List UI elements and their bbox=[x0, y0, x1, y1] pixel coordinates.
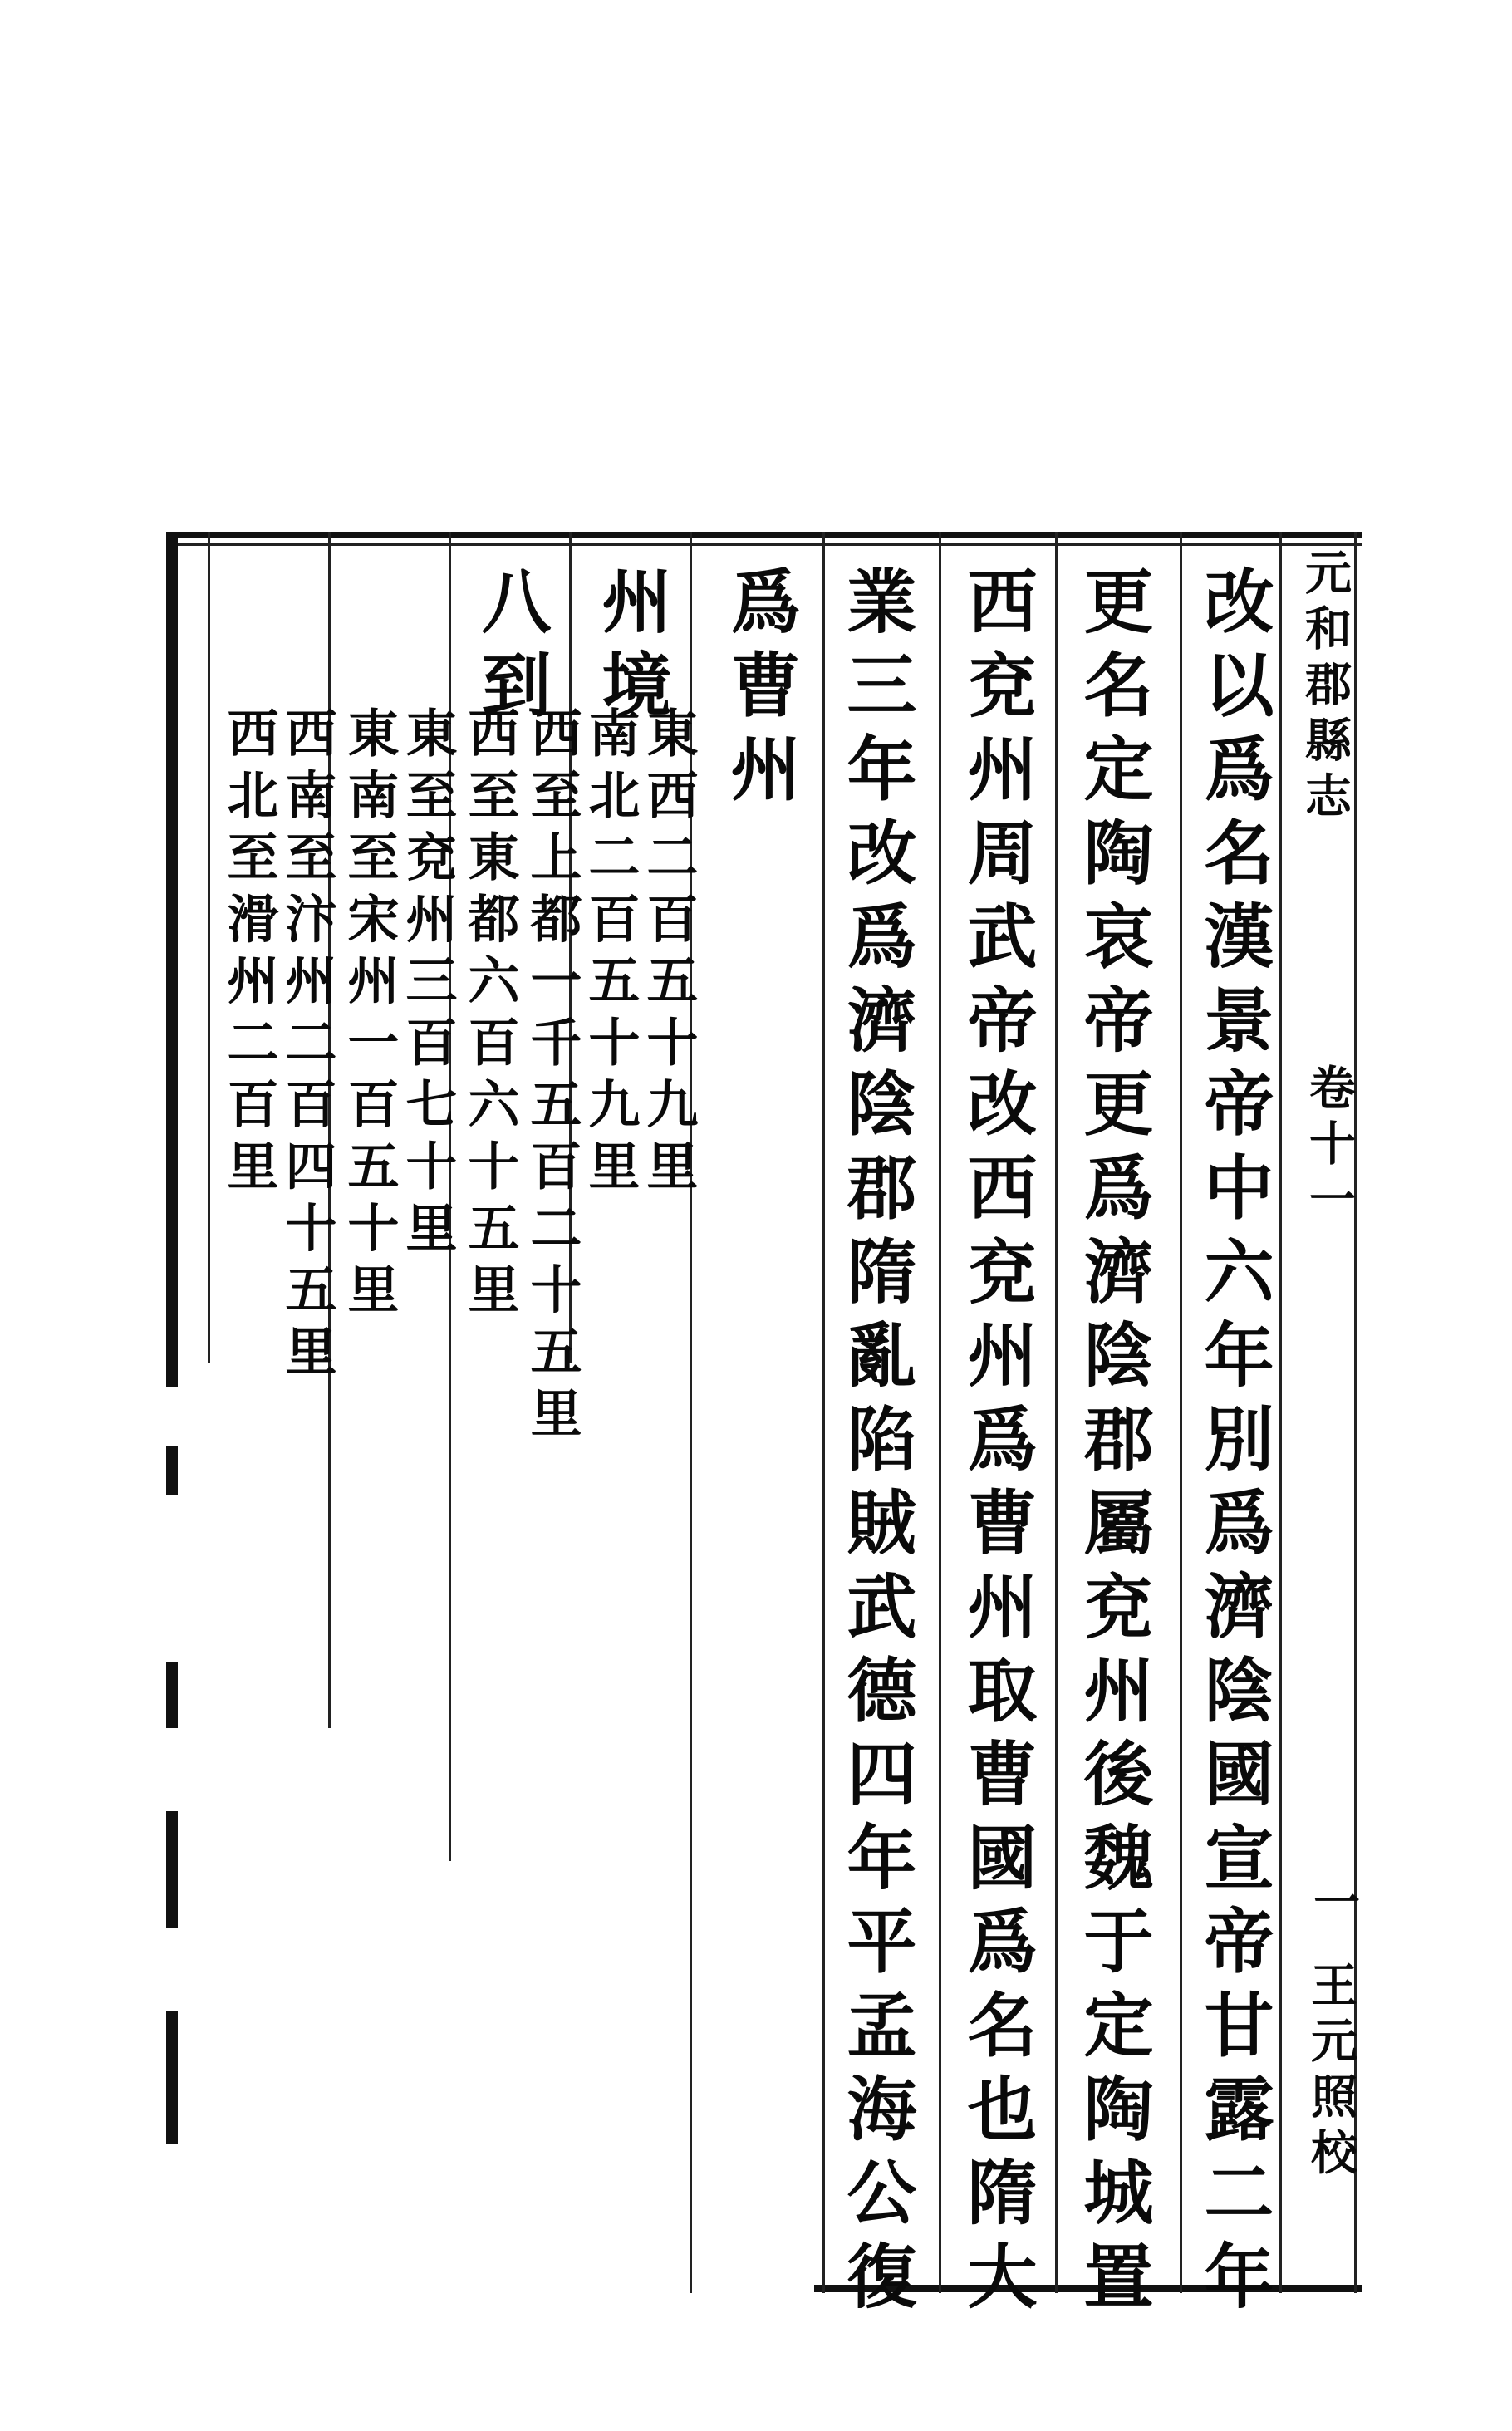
annotation-line: 西北至滑州二百里 bbox=[218, 706, 279, 1201]
left-edge-fragment bbox=[166, 1811, 178, 1928]
book-title: 元和郡縣志 bbox=[1298, 548, 1352, 828]
column-rule bbox=[822, 532, 825, 2293]
left-edge-rule bbox=[166, 532, 178, 1387]
text-column-3: 西兗州周武帝改西兗州爲曹州取曹國爲名也隋大 bbox=[956, 565, 1038, 2324]
text-column-2: 更名定陶哀帝更爲濟陰郡屬兗州後魏于定陶城置 bbox=[1073, 565, 1155, 2324]
annotation-line: 西至東都六百六十五里 bbox=[459, 706, 520, 1324]
column-rule bbox=[939, 532, 941, 2293]
column-rule bbox=[1180, 532, 1182, 2293]
left-edge-fragment bbox=[166, 2011, 178, 2144]
section-heading-zhoujing: 州境 bbox=[591, 565, 673, 733]
left-edge-fragment bbox=[166, 1446, 178, 1495]
folio-number: 一 bbox=[1306, 1878, 1361, 1934]
left-edge-fragment bbox=[166, 1662, 178, 1728]
text-column-5: 爲曹州 bbox=[719, 565, 802, 817]
text-column-1: 改以爲名漢景帝中六年別爲濟陰國宣帝甘露二年 bbox=[1193, 565, 1275, 2324]
text-column-4: 業三年改爲濟陰郡隋亂陷賊武德四年平孟海公復 bbox=[836, 565, 918, 2324]
proofreader-credit: 王元照校 bbox=[1303, 1961, 1358, 2184]
annotation-line: 西至上都一千五百二十五里 bbox=[522, 706, 582, 1448]
volume-label: 卷十一 bbox=[1302, 1063, 1357, 1231]
column-rule bbox=[1055, 532, 1058, 2293]
section-heading-badao: 八到 bbox=[470, 565, 552, 733]
annotation-line: 西南至汴州二百四十五里 bbox=[277, 706, 337, 1387]
column-rule bbox=[208, 532, 210, 1363]
top-border-rule bbox=[166, 532, 1362, 538]
annotation-line: 東至兗州三百七十里 bbox=[397, 706, 458, 1263]
annotation-line: 東西二百五十九里 bbox=[638, 706, 699, 1201]
annotation-line: 南北二百五十九里 bbox=[580, 706, 641, 1201]
annotation-line: 東南至宋州一百五十里 bbox=[339, 706, 400, 1324]
top-border-rule-inner bbox=[166, 543, 1362, 546]
